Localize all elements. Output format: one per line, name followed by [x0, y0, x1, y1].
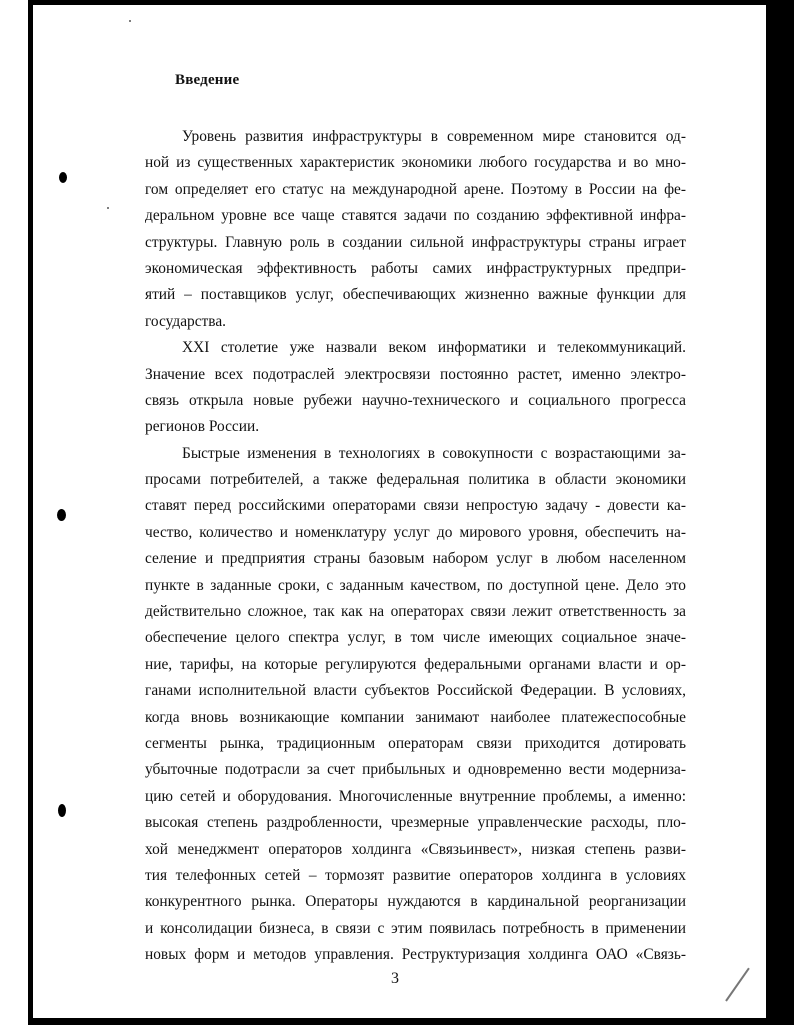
- paragraph-line: XXI столетие уже назвали веком информатики и телекоммуникаций.: [182, 339, 686, 357]
- punch-hole-mark: [57, 509, 66, 521]
- paragraph-line: когда вновь возникающие компании занимают наиболее платежеспособные: [145, 708, 686, 726]
- paragraph-line: ганами исполнительной власти субъектов Российской Федерации. В условиях,: [145, 682, 686, 700]
- paragraph-line: высокая степень раздробленности, чрезмерные управленческие расходы, пло-: [145, 814, 686, 832]
- paragraph: [145, 441, 686, 969]
- paragraph-line: цию сетей и оборудования. Многочисленные внутренние проблемы, а именно:: [145, 787, 686, 805]
- scan-border-left: [28, 0, 33, 1025]
- section-heading: Введение: [175, 72, 240, 88]
- paragraph-line: Быстрые изменения в технологиях в совокупности с возрастающими за-: [182, 444, 686, 462]
- paragraph-line: новых форм и методов управления. Реструктуризация холдинга ОАО «Связь-: [145, 946, 686, 964]
- page-number: 3: [391, 970, 399, 987]
- scan-speck: [129, 20, 131, 22]
- paragraph-line: хой менеджмент операторов холдинга «Связьинвест», низкая степень разви-: [145, 840, 686, 858]
- paragraph-line: структуры. Главную роль в создании сильной инфраструктуры страны играет: [145, 233, 686, 251]
- paragraph-line: тия телефонных сетей – тормозят развитие операторов холдинга в условиях: [145, 866, 686, 884]
- paragraph-line: ной из существенных характеристик экономики любого государства и во мно-: [145, 154, 686, 172]
- scan-border-bottom: [28, 1018, 768, 1025]
- paragraph-line: Уровень развития инфраструктуры в современном мире становится од-: [182, 128, 686, 145]
- paragraph: [145, 124, 686, 335]
- paragraph-line: регионов России.: [145, 418, 260, 436]
- paragraph-line: деральном уровне все чаще ставятся задачи по созданию эффективной инфра-: [145, 207, 686, 225]
- punch-hole-mark: [59, 172, 67, 183]
- scan-border-top: [28, 0, 768, 5]
- paragraph-line: убыточные подотрасли за счет прибыльных и одновременно вести модерниза-: [145, 761, 686, 779]
- punch-hole-mark: [58, 804, 66, 817]
- paragraph-line: селение и предприятия страны базовым набором услуг в любом населенном: [145, 550, 686, 568]
- body-text: [145, 124, 686, 969]
- paragraph-line: ние, тарифы, на которые регулируются федеральными органами власти и ор-: [145, 655, 686, 673]
- paragraph-line: связь открыла новые рубежи научно-технического и социального прогресса: [145, 391, 686, 409]
- paragraph-line: ятий – поставщиков услуг, обеспечивающих жизненно важные функции для: [145, 286, 686, 304]
- scan-speck: [107, 207, 109, 209]
- paragraph-line: конкурентного рынка. Операторы нуждаются в кардинальной реорганизации: [145, 893, 686, 911]
- paragraph-line: действительно сложное, так как на операторах связи лежит ответственность за: [145, 603, 686, 621]
- paragraph-line: ставят перед российскими операторами связи непростую задачу - довести ка-: [145, 497, 686, 515]
- paragraph-line: гом определяет его статус на международной арене. Поэтому в России на фе-: [145, 180, 686, 198]
- paragraph-line: экономическая эффективность работы самих инфраструктурных предпри-: [145, 259, 686, 277]
- scan-border-right: [766, 0, 794, 1025]
- paragraph-line: обеспечение целого спектра услуг, в том числе имеющих социальное значе-: [145, 629, 686, 647]
- paragraph-line: и консолидации бизнеса, в связи с этим появилась потребность в применении: [145, 919, 686, 937]
- paragraph: [145, 335, 686, 441]
- scan-artifact-streak: [725, 968, 750, 1002]
- paragraph-line: Значение всех подотраслей электросвязи постоянно растет, именно электро-: [145, 365, 686, 383]
- paragraph-line: сегменты рынка, традиционным операторам связи приходится дотировать: [145, 734, 686, 752]
- paragraph-line: просами потребителей, а также федеральная политика в области экономики: [145, 471, 686, 489]
- paragraph-line: государства.: [145, 312, 227, 330]
- paragraph-line: пункте в заданные сроки, с заданным качеством, по доступной цене. Дело это: [145, 576, 686, 594]
- paragraph-line: чество, количество и номенклатуру услуг до мирового уровня, обеспечить на-: [145, 523, 686, 541]
